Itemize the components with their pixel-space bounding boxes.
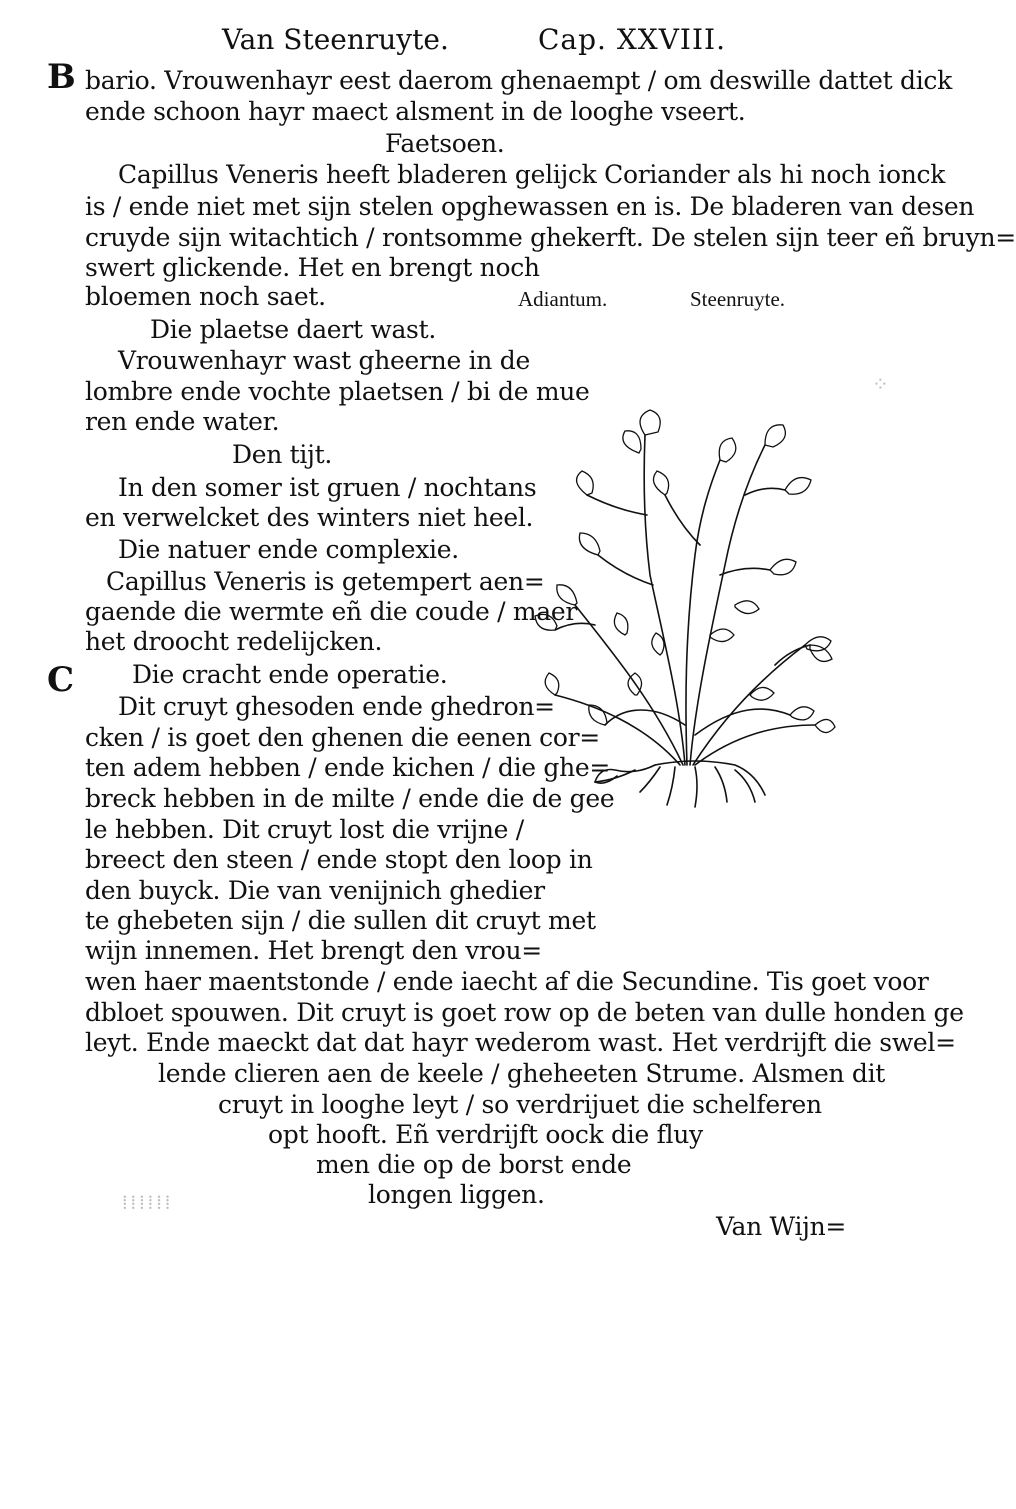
text-line: ten adem hebben / ende kichen / die ghe=	[85, 753, 611, 782]
figure-caption-latin: Adiantum.	[518, 287, 608, 311]
text-line: longen liggen.	[368, 1180, 545, 1209]
section-heading-tijt: Den tijt.	[232, 440, 332, 469]
section-marker-c: C	[47, 660, 75, 700]
running-head-title: Van Steenruyte.	[222, 23, 449, 56]
text-line: wen haer maentstonde / ende iaecht af die Secundine. Tis goet voor	[85, 967, 929, 996]
text-line: In den somer ist gruen / nochtans	[118, 473, 537, 502]
text-line: Vrouwenhayr wast gheerne in de	[118, 346, 530, 375]
section-heading-cracht: Die cracht ende operatie.	[132, 660, 448, 689]
text-line: Capillus Veneris heeft bladeren gelijck Coriander als hi noch ionck	[118, 160, 946, 189]
text-line: bloemen noch saet.	[85, 282, 326, 311]
section-heading-faetsoen: Faetsoen.	[385, 129, 505, 158]
bleed-through-mark: ⁞⁞⁞⁞⁞⁞	[122, 1190, 174, 1214]
text-line: opt hooft. Eñ verdrijft oock die fluy	[268, 1120, 703, 1149]
text-line: den buyck. Die van venijnich ghedier	[85, 876, 545, 905]
text-line: te ghebeten sijn / die sullen dit cruyt met	[85, 906, 596, 935]
text-line: breect den steen / ende stopt den loop in	[85, 845, 593, 874]
text-line: wijn innemen. Het brengt den vrou=	[85, 936, 542, 965]
text-line: en verwelcket des winters niet heel.	[85, 503, 534, 532]
text-line: cken / is goet den ghenen die eenen cor=	[85, 723, 600, 752]
text-line: dbloet spouwen. Dit cruyt is goet row op de beten van dulle honden ge	[85, 998, 964, 1027]
catchword: Van Wijn=	[716, 1212, 847, 1241]
text-line: het droocht redelijcken.	[85, 627, 383, 656]
text-line: lende clieren aen de keele / gheheeten Strume. Alsmen dit	[158, 1059, 886, 1088]
text-line: le hebben. Dit cruyt lost die vrijne /	[85, 815, 524, 844]
text-line: Dit cruyt ghesoden ende ghedron=	[118, 692, 555, 721]
text-line: bario. Vrouwenhayr eest daerom ghenaempt / om deswille dattet dick	[85, 66, 952, 95]
text-line: lombre ende vochte plaetsen / bi de mue	[85, 377, 590, 406]
section-marker-b: B	[47, 57, 76, 97]
text-line: ende schoon hayr maect alsment in de looghe vseert.	[85, 97, 746, 126]
figure-caption-dutch: Steenruyte.	[690, 287, 786, 311]
section-heading-natuer: Die natuer ende complexie.	[118, 535, 459, 564]
text-line: cruyt in looghe leyt / so verdrijuet die schelferen	[218, 1090, 822, 1119]
text-line: cruyde sijn witachtich / rontsomme ghekerft. De stelen sijn teer eñ bruyn=	[85, 223, 1016, 252]
text-line: gaende die wermte eñ die coude / maer	[85, 597, 578, 626]
text-line: swert glickende. Het en brengt noch	[85, 253, 540, 282]
text-line: men die op de borst ende	[316, 1150, 632, 1179]
text-line: ren ende water.	[85, 407, 280, 436]
chapter-number: Cap. XXVIII.	[538, 23, 727, 56]
text-line: is / ende niet met sijn stelen opghewassen en is. De bladeren van desen	[85, 192, 975, 221]
text-line: leyt. Ende maeckt dat dat hayr wederom wast. Het verdrijft die swel=	[85, 1028, 956, 1057]
text-line: Capillus Veneris is getempert aen=	[106, 567, 545, 596]
maidenhair-fern-woodcut-icon	[535, 405, 835, 835]
bleed-through-mark: ⁘	[872, 372, 889, 396]
text-line: breck hebben in de milte / ende die de gee	[85, 784, 615, 813]
section-heading-plaetse: Die plaetse daert wast.	[150, 315, 436, 344]
